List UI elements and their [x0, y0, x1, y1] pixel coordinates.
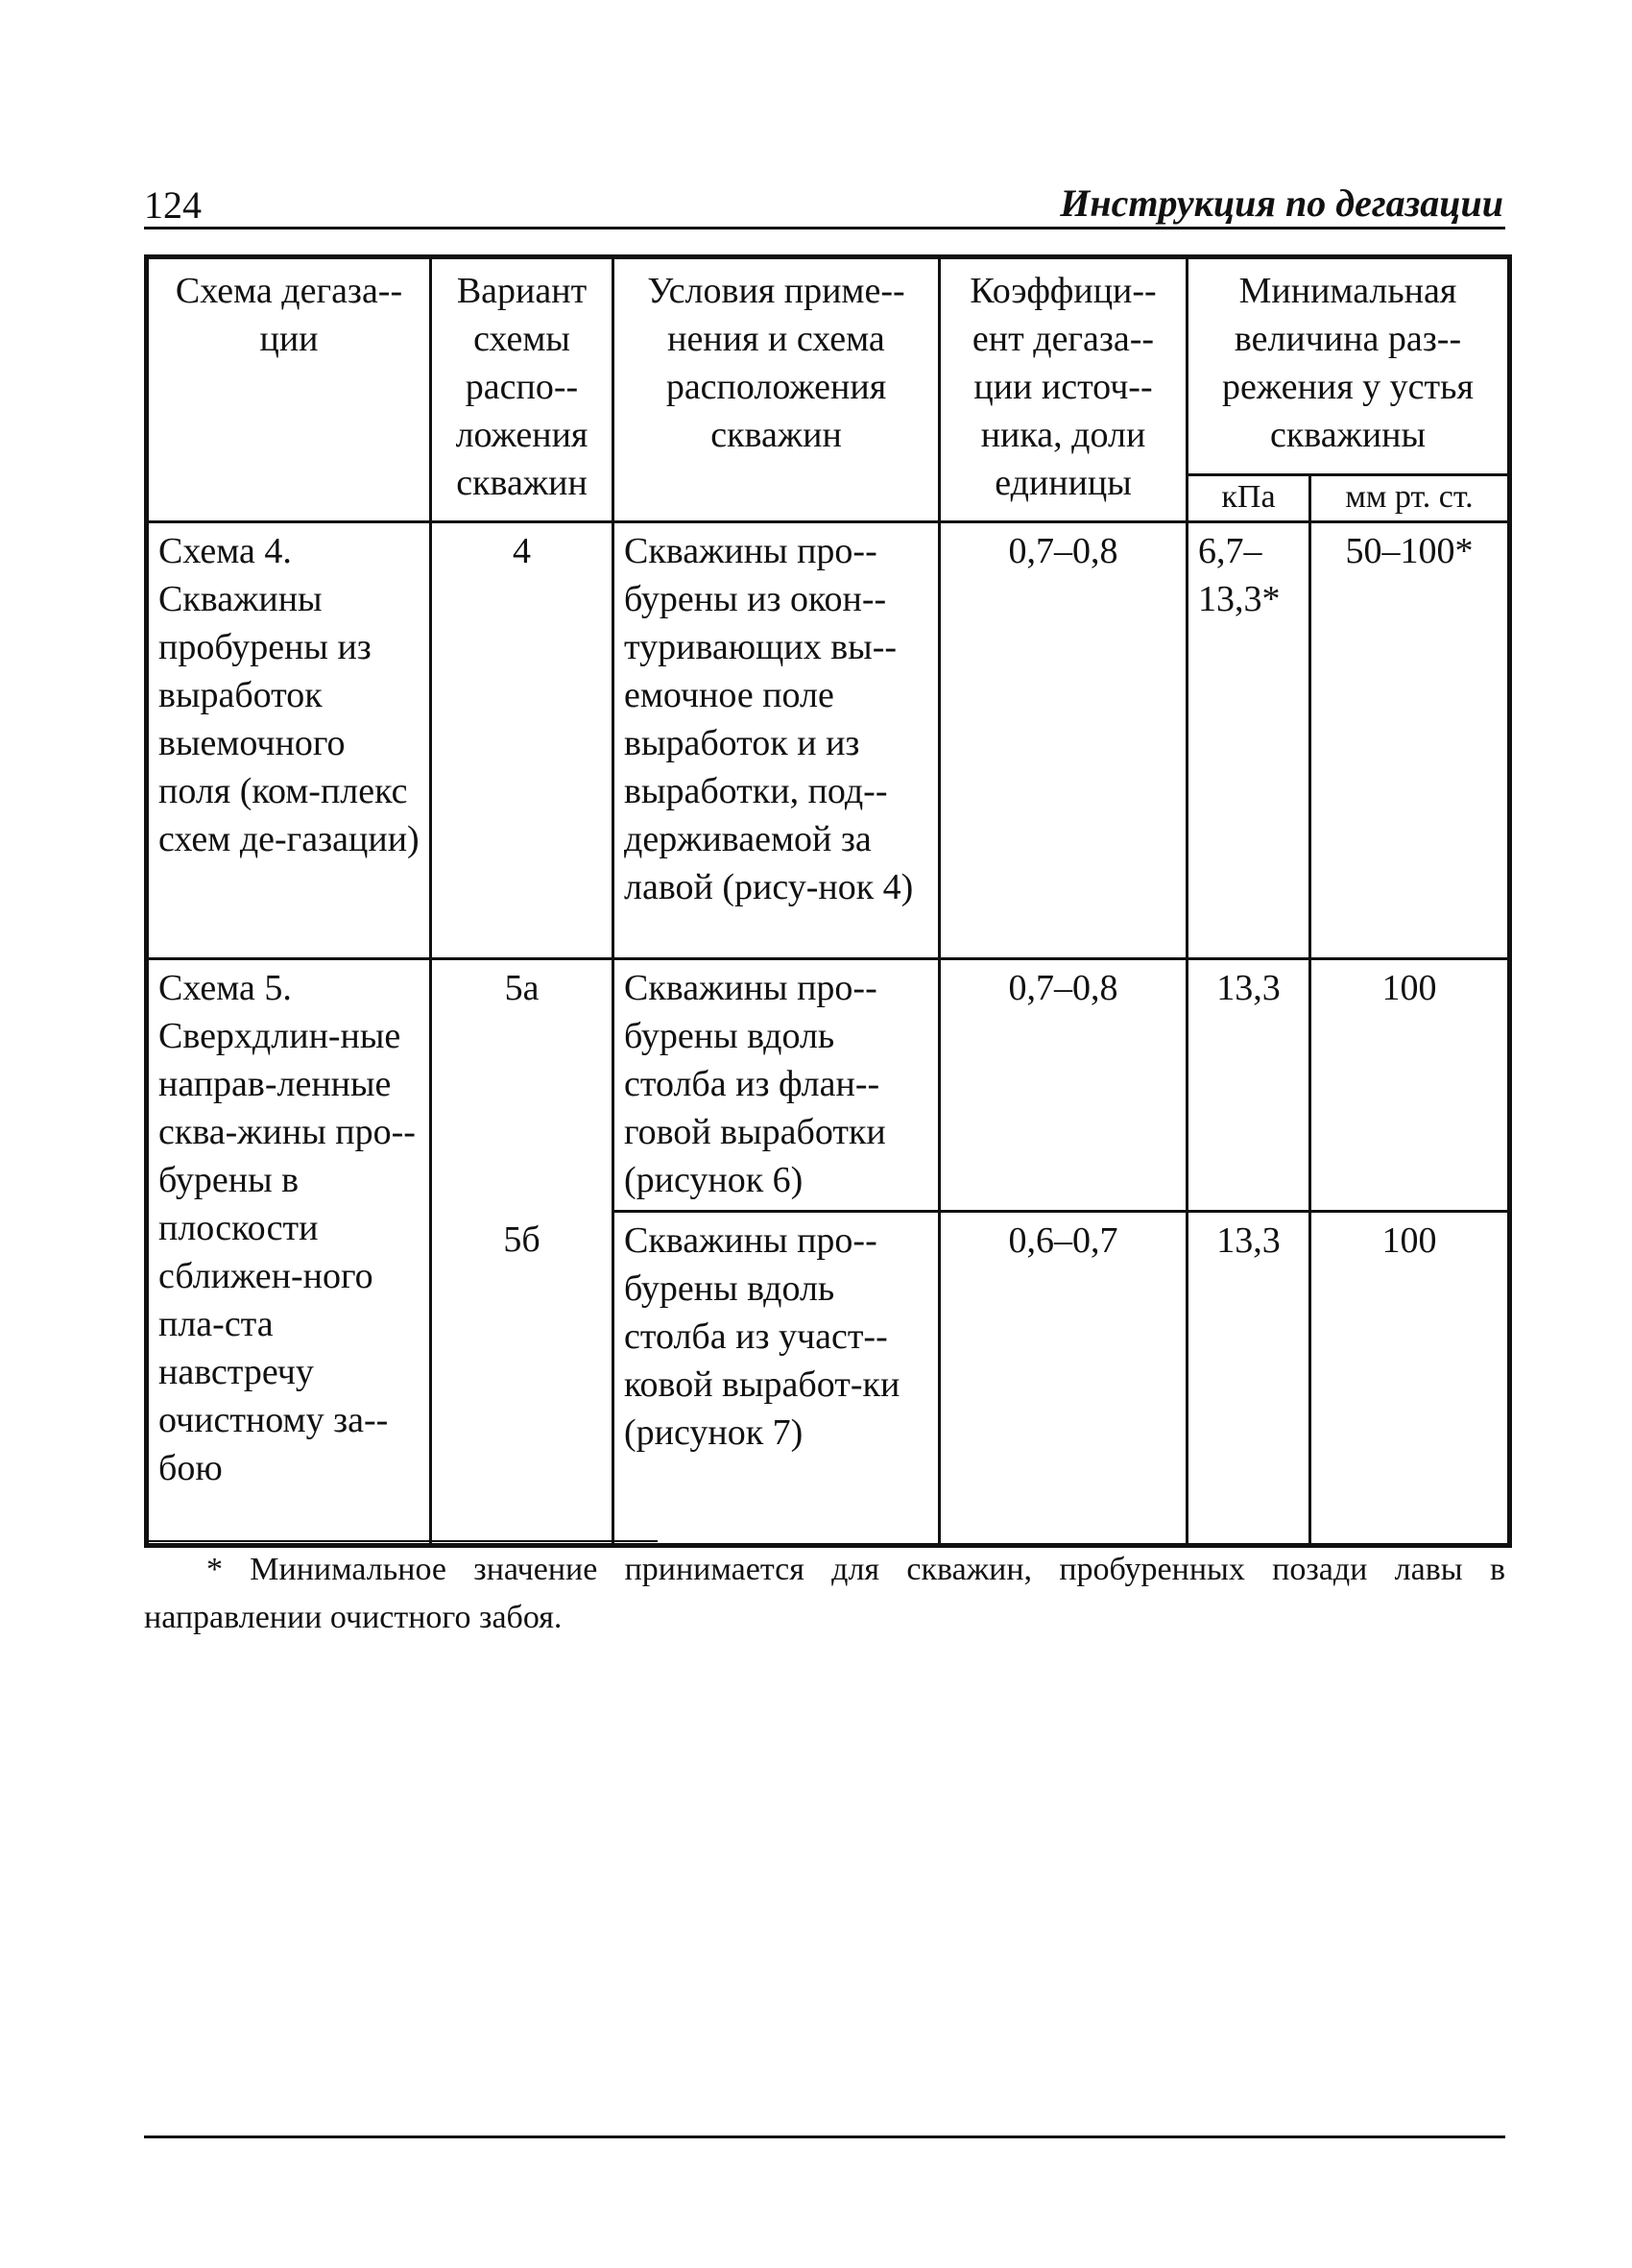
table-header-row — [147, 257, 1510, 475]
header-kpa: кПа — [1188, 475, 1310, 522]
header-variant: Вариант схемы распо-ложения скважин — [431, 257, 613, 522]
footnote: * Минимальное значение принимается для скважин, пробуренных позади лавы в направлении очистного забоя. — [144, 1552, 1505, 1635]
cell-variant: 4 — [431, 522, 613, 959]
cell-variant: 5б — [431, 1212, 613, 1546]
cell-scheme: Схема 5. Сверхдлин-ные направ-ленные сква-жины про-бурены в плоскости сближен-ного пла-ста навстречу очистному за-бою — [147, 959, 431, 1546]
cell-mmhg: 100 — [1310, 959, 1510, 1212]
footnote-separator — [144, 1540, 658, 1542]
page-header — [144, 179, 1505, 229]
cell-conditions: Скважины про-бурены из окон-туривающих вы-емочное поле выработок и из выработки, под-держиваемой за лавой (рису-нок 4) — [613, 522, 940, 959]
page-number: 124 — [144, 183, 202, 227]
header-mmhg: мм рт. ст. — [1310, 475, 1510, 522]
running-title: Инструкция по дегазации — [1060, 181, 1503, 225]
cell-mmhg: 50–100* — [1310, 522, 1510, 959]
header-vacuum: Минимальная величина раз-режения у устья скважины — [1188, 257, 1510, 475]
header-scheme: Схема дегаза-ции — [147, 257, 431, 522]
cell-kpa: 13,3 — [1188, 959, 1310, 1212]
degassing-table — [144, 254, 1512, 1548]
header-coefficient: Коэффици-ент дегаза-ции источ-ника, доли единицы — [940, 257, 1188, 522]
cell-coefficient: 0,7–0,8 — [940, 522, 1188, 959]
cell-conditions: Скважины про-бурены вдоль столба из участ-ковой выработ-ки (рисунок 7) — [613, 1212, 940, 1546]
cell-coefficient: 0,7–0,8 — [940, 959, 1188, 1212]
table-row — [147, 522, 1510, 959]
cell-kpa: 13,3 — [1188, 1212, 1310, 1546]
cell-scheme: Схема 4. Скважины пробурены из выработок выемочного поля (ком-плекс схем де-газации) — [147, 522, 431, 959]
cell-conditions: Скважины про-бурены вдоль столба из флан-говой выработки (рисунок 6) — [613, 959, 940, 1212]
cell-variant: 5а — [431, 959, 613, 1212]
cell-mmhg: 100 — [1310, 1212, 1510, 1546]
cell-coefficient: 0,6–0,7 — [940, 1212, 1188, 1546]
header-conditions: Условия приме-нения и схема расположения скважин — [613, 257, 940, 522]
cell-kpa: 6,7–13,3* — [1188, 522, 1310, 959]
table-row — [147, 959, 1510, 1212]
bottom-rule — [144, 2135, 1505, 2138]
